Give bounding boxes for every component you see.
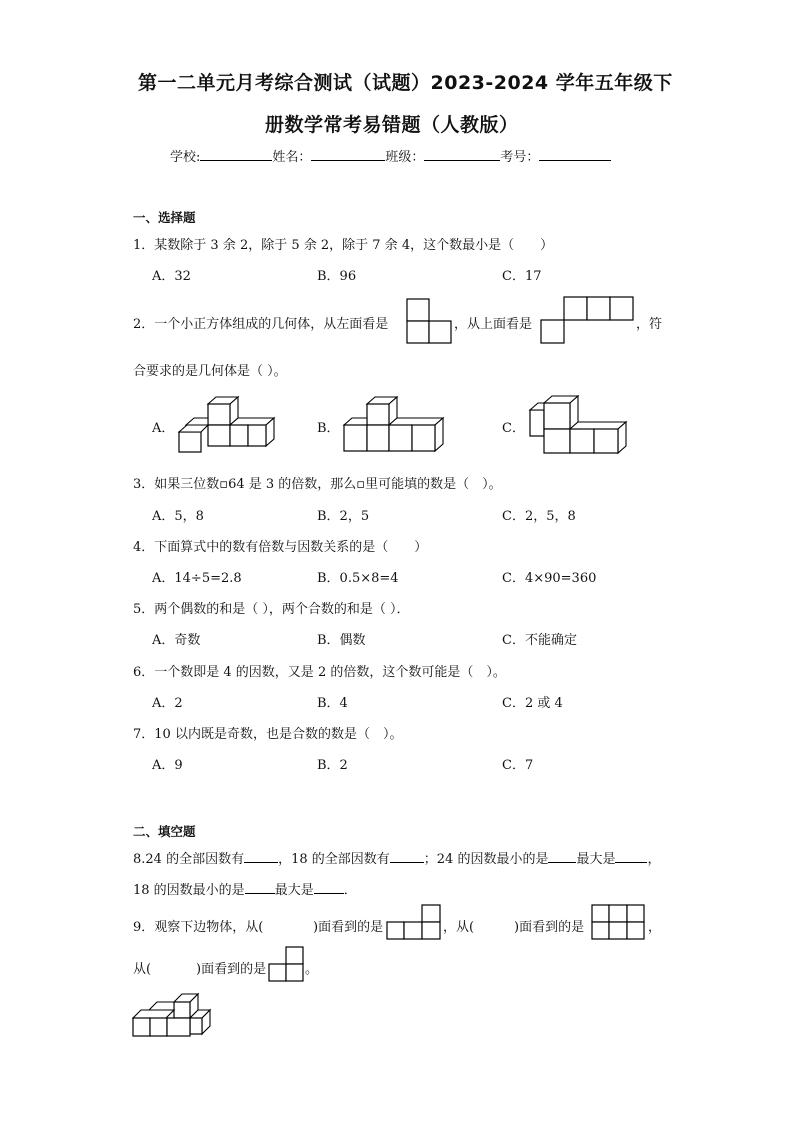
q9-view-figure-1 <box>386 904 442 940</box>
q8-text-5: ， <box>647 852 661 867</box>
q9-text-7: )面看到的是 <box>196 962 267 977</box>
q9-view-figure-2 <box>591 904 646 940</box>
q9-text-2: )面看到的是 <box>313 920 384 935</box>
question-4: 4．下面算式中的数有倍数与因数关系的是（ ） <box>133 540 428 555</box>
top-view-figure <box>540 296 634 344</box>
school-label: 学校: <box>170 150 201 165</box>
q4-option-b[interactable]: B．0.5×8=4 <box>317 571 399 586</box>
q8-text-1: 8.24 的全部因数有 <box>133 852 245 867</box>
name-blank[interactable] <box>311 148 385 161</box>
q5-option-a[interactable]: A．奇数 <box>152 633 201 648</box>
q8-blank-4[interactable] <box>615 850 647 863</box>
q9-object-figure <box>132 992 212 1040</box>
question-5: 5．两个偶数的和是（ ），两个合数的和是（ ）． <box>133 602 410 617</box>
question-2-part1: 2．一个小正方体组成的几何体，从左面看是 <box>133 317 389 332</box>
page-title-line2: 册数学常考易错题（人教版） <box>265 114 519 136</box>
q9-text-8: 。 <box>305 962 319 977</box>
q1-option-a[interactable]: A．32 <box>152 269 191 284</box>
question-8-line1 <box>133 848 660 867</box>
q1-option-c[interactable]: C．17 <box>502 269 542 284</box>
question-6: 6．一个数即是 4 的因数，又是 2 的倍数，这个数可能是（ ）。 <box>133 665 506 680</box>
q9-text-6: 从( <box>133 962 152 977</box>
student-info-row <box>170 146 611 165</box>
question-1: 1．某数除于 3 余 2，除于 5 余 2，除于 7 余 4，这个数最小是（ ） <box>133 238 554 253</box>
q7-option-a[interactable]: A．9 <box>152 758 183 773</box>
q8-text-7: 最大是 <box>274 883 314 898</box>
name-label: 姓名： <box>272 150 312 165</box>
q2-option-c-figure <box>528 394 630 456</box>
q8-text-6: 18 的因数最小的是 <box>133 883 245 898</box>
page-title-line1: 第一二单元月考综合测试（试题）2023-2024 学年五年级下 <box>138 72 673 94</box>
q6-option-c[interactable]: C．2 或 4 <box>502 696 563 711</box>
q9-text-5: ， <box>648 920 662 935</box>
q8-blank-5[interactable] <box>245 881 275 894</box>
question-7: 7．10 以内既是奇数，也是合数的数是（ ）。 <box>133 727 403 742</box>
q6-option-a[interactable]: A．2 <box>152 696 183 711</box>
q2-option-a[interactable]: A． <box>152 421 175 436</box>
q8-blank-3[interactable] <box>548 850 576 863</box>
q2-option-b-figure <box>343 396 445 454</box>
question-2-part3: ，符 <box>636 317 663 332</box>
q2-option-b[interactable]: B． <box>317 421 340 436</box>
q4-option-a[interactable]: A．14÷5=2.8 <box>152 571 242 586</box>
q1-option-b[interactable]: B．96 <box>317 269 357 284</box>
q3-option-c[interactable]: C．2，5，8 <box>502 509 576 524</box>
q9-view-figure-3 <box>268 946 304 982</box>
question-3: 3．如果三位数▫64 是 3 的倍数，那么▫里可能填的数是（ ）。 <box>133 477 502 492</box>
class-label: 班级： <box>385 150 425 165</box>
left-view-figure <box>406 298 452 344</box>
section-heading-fill: 二、填空题 <box>133 824 196 839</box>
q3-option-b[interactable]: B．2，5 <box>317 509 370 524</box>
exam-no-blank[interactable] <box>539 148 611 161</box>
q8-text-4: 最大是 <box>576 852 616 867</box>
q8-text-3: ；24 的因数最小的是 <box>423 852 549 867</box>
q3-option-a[interactable]: A．5，8 <box>152 509 204 524</box>
question-2-part2: ，从上面看是 <box>454 317 533 332</box>
q6-option-b[interactable]: B．4 <box>317 696 348 711</box>
q9-text-1: 9．观察下边物体，从( <box>133 920 264 935</box>
section-heading-choice: 一、选择题 <box>133 210 196 225</box>
q9-text-3: ，从( <box>443 920 475 935</box>
q8-blank-2[interactable] <box>390 850 424 863</box>
q8-text-8: ． <box>343 883 357 898</box>
class-blank[interactable] <box>424 148 500 161</box>
q8-blank-6[interactable] <box>314 881 344 894</box>
q8-text-2: ，18 的全部因数有 <box>278 852 390 867</box>
q8-blank-1[interactable] <box>244 850 278 863</box>
q7-option-b[interactable]: B．2 <box>317 758 348 773</box>
school-blank[interactable] <box>200 148 272 161</box>
exam-no-label: 考号： <box>500 150 540 165</box>
q5-option-b[interactable]: B．偶数 <box>317 633 366 648</box>
q7-option-c[interactable]: C．7 <box>502 758 534 773</box>
q4-option-c[interactable]: C．4×90=360 <box>502 571 597 586</box>
q2-option-c[interactable]: C． <box>502 421 525 436</box>
q2-option-a-figure <box>178 396 278 454</box>
q9-text-4: )面看到的是 <box>514 920 585 935</box>
question-8-line2 <box>133 879 357 898</box>
q5-option-c[interactable]: C．不能确定 <box>502 633 577 648</box>
question-2-line2: 合要求的是几何体是（ ）。 <box>133 364 287 379</box>
